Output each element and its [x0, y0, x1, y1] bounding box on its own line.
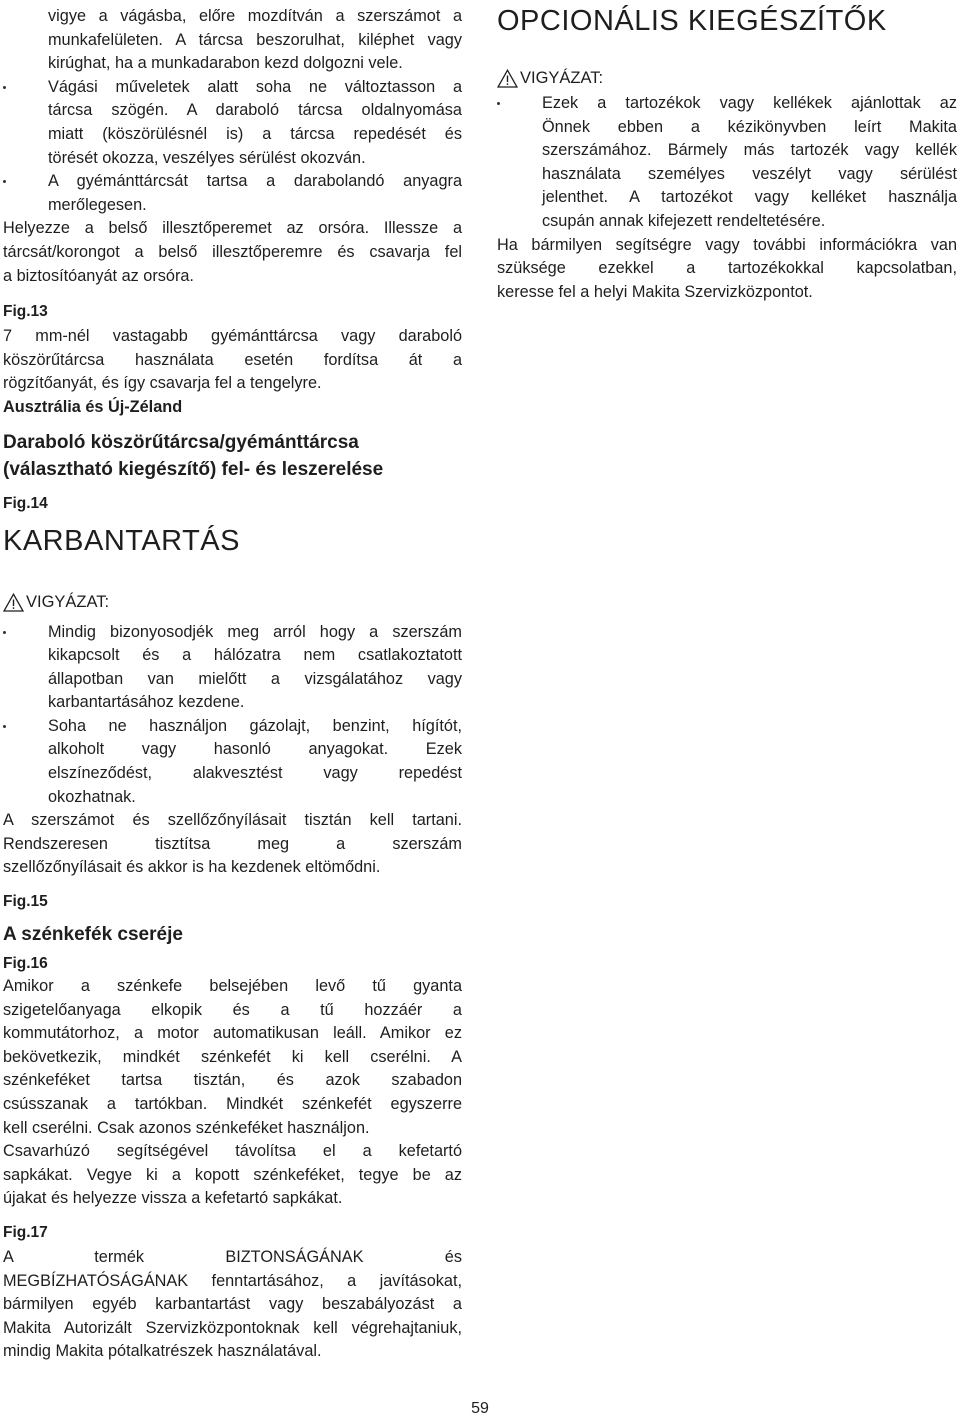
- text-line: köszörűtárcsa használata esetén fordítsa át a: [3, 350, 462, 369]
- bullet-icon: [3, 180, 6, 183]
- text-line: csússzanak a tartókban. Mindkét szénkefét egyszerre: [3, 1095, 462, 1113]
- text-line: Helyezze a belső illesztőperemet az orsóra. Illessze a: [3, 219, 462, 238]
- list-item: [3, 715, 462, 809]
- text-line: szigetelőanyaga elkopik és a tű hozzáér a: [3, 1000, 462, 1019]
- paragraph: [497, 234, 957, 305]
- list-item: [3, 76, 462, 170]
- continued-bullet-text: [3, 5, 462, 76]
- text-line: Mindig bizonyosodjék meg arról hogy a szerszám: [48, 622, 462, 641]
- text-line: kirúghat, ha a munkadarabon kezd dolgozni vele.: [48, 54, 403, 73]
- bullet-icon: [3, 725, 6, 728]
- right-column: [497, 0, 957, 304]
- text-line: használata személyes veszélyt vagy sérülést: [542, 164, 957, 183]
- text-line: bekövetkezik, mindkét szénkefét ki kell cserélni. A: [3, 1047, 462, 1066]
- text-line: mindig Makita pótalkatrészek használatával.: [3, 1342, 322, 1361]
- text-line: bármilyen egyéb karbantartást vagy beszabályozást a: [3, 1295, 462, 1314]
- text-line: merőlegesen.: [48, 195, 147, 214]
- text-line: Csavarhúzó segítségével távolítsa el a kefetartó: [3, 1142, 462, 1161]
- figure-reference: Fig.16: [3, 955, 48, 973]
- text-line: vigye a vágásba, előre mozdítván a szerszámot a: [48, 7, 462, 25]
- figure-reference: Fig.17: [3, 1223, 48, 1241]
- bullet-icon: [497, 102, 500, 105]
- subheading-line: Daraboló köszörűtárcsa/gyémánttárcsa: [3, 431, 359, 453]
- text-line: karbantartásához kezdene.: [48, 693, 245, 712]
- text-line: tárcsa szögén. A daraboló tárcsa oldalnyomása: [48, 101, 462, 120]
- section-title: OPCIONÁLIS KIEGÉSZÍTŐK: [497, 5, 887, 37]
- text-line: 7 mm-nél vastagabb gyémánttárcsa vagy daraboló: [3, 327, 462, 346]
- warning-triangle-icon: [497, 69, 518, 88]
- paragraph: [3, 325, 462, 396]
- list-item: [3, 621, 462, 715]
- text-line: Ha bármilyen segítségre vagy további információkra van: [497, 235, 957, 254]
- text-line: kell cserélni. Csak azonos szénkeféket használjon.: [3, 1118, 370, 1137]
- text-line: állapotban van mielőtt a vizsgálatához vagy: [48, 669, 462, 688]
- text-line: okozhatnak.: [48, 787, 136, 806]
- text-line: Vágási műveletek alatt soha ne változtasson a: [48, 77, 462, 96]
- text-line: elszíneződést, alakvesztést vagy repedést: [48, 764, 462, 783]
- warning-triangle-icon: [3, 593, 24, 612]
- figure-reference: Fig.14: [3, 494, 48, 512]
- text-line: alkoholt vagy hasonló anyagokat. Ezek: [48, 740, 462, 759]
- text-line: Önnek ebben a kézikönyvben leírt Makita: [542, 117, 957, 136]
- paragraph: [3, 809, 462, 880]
- text-line: jelenthet. A tartozékot vagy kelléket használja: [542, 188, 957, 207]
- paragraph: [3, 1246, 462, 1364]
- paragraph: [3, 975, 462, 1211]
- text-line: A gyémánttárcsát tartsa a darabolandó anyagra: [48, 172, 462, 191]
- figure-reference: Fig.13: [3, 303, 48, 321]
- text-line: törését okozza, veszélyes sérülést okozván.: [48, 148, 366, 167]
- bullet-icon: [3, 631, 6, 634]
- text-line: szénkeféket tartsa tisztán, és azok szabadon: [3, 1071, 462, 1090]
- warning-heading: [497, 66, 957, 90]
- text-line: kommutátorhoz, a motor automatikusan leáll. Amikor ez: [3, 1024, 462, 1043]
- text-line: Makita Autorizált Szervizközpontoknak kell végrehajtaniuk,: [3, 1318, 462, 1337]
- left-column: [3, 0, 462, 1364]
- text-line: Ezek a tartozékok vagy kellékek ajánlottak az: [542, 94, 957, 112]
- text-line: munkafelületen. A tárcsa beszorulhat, kiléphet vagy: [48, 30, 462, 49]
- figure-reference: Fig.15: [3, 893, 48, 911]
- text-line: Soha ne használjon gázolajt, benzint, hígítót,: [48, 716, 462, 735]
- text-line: szüksége ezekkel a tartozékokkal kapcsolatban,: [497, 259, 957, 278]
- text-line: A szerszámot és szellőzőnyílásait tisztán kell tartani.: [3, 811, 462, 830]
- bullet-icon: [3, 86, 6, 89]
- list-item: [3, 170, 462, 217]
- text-line: tárcsát/korongot a belső illesztőperemre és csavarja fel: [3, 242, 462, 261]
- text-line: A termék BIZTONSÁGÁNAK és: [3, 1247, 462, 1266]
- text-line: újakat és helyezze vissza a kefetartó sapkákat.: [3, 1189, 343, 1208]
- text-line: szellőzőnyílásait és akkor is ha kezdenek eltömődni.: [3, 858, 381, 877]
- text-line: kikapcsolt és a hálózatra nem csatlakoztatott: [48, 646, 462, 665]
- warning-label: VIGYÁZAT:: [26, 593, 110, 611]
- text-line: sapkákat. Vegye ki a kopott szénkeféket, tegye be az: [3, 1165, 462, 1184]
- page-number: 59: [471, 1400, 489, 1417]
- text-line: MEGBÍZHATÓSÁGÁNAK fenntartásához, a javításokat,: [3, 1271, 462, 1290]
- text-line: szerszámához. Bármely más tartozék vagy kellék: [542, 141, 957, 160]
- list-item: [497, 92, 957, 234]
- section-subheading: [3, 429, 462, 483]
- warning-heading: [3, 591, 462, 615]
- paragraph: [3, 217, 462, 288]
- section-subheading: A szénkefék cseréje: [3, 924, 183, 946]
- subheading-line: (választható kiegészítő) fel- és leszerelése: [3, 458, 384, 480]
- text-line: Amikor a szénkefe belsejében levő tű gyanta: [3, 977, 462, 996]
- text-line: rögzítőanyát, és így csavarja fel a tengelyre.: [3, 374, 322, 393]
- region-label: Ausztrália és Új-Zéland: [3, 397, 183, 416]
- section-title: KARBANTARTÁS: [3, 524, 240, 557]
- text-line: a biztosítóanyát az orsóra.: [3, 266, 194, 285]
- text-line: csupán annak kifejezett rendeltetésére.: [542, 211, 826, 230]
- text-line: Rendszeresen tisztítsa meg a szerszám: [3, 834, 462, 853]
- text-line: keresse fel a helyi Makita Szervizközpontot.: [497, 282, 813, 301]
- warning-label: VIGYÁZAT:: [520, 68, 604, 87]
- text-line: miatt (köszörülésnél is) a tárcsa repedését és: [48, 124, 462, 143]
